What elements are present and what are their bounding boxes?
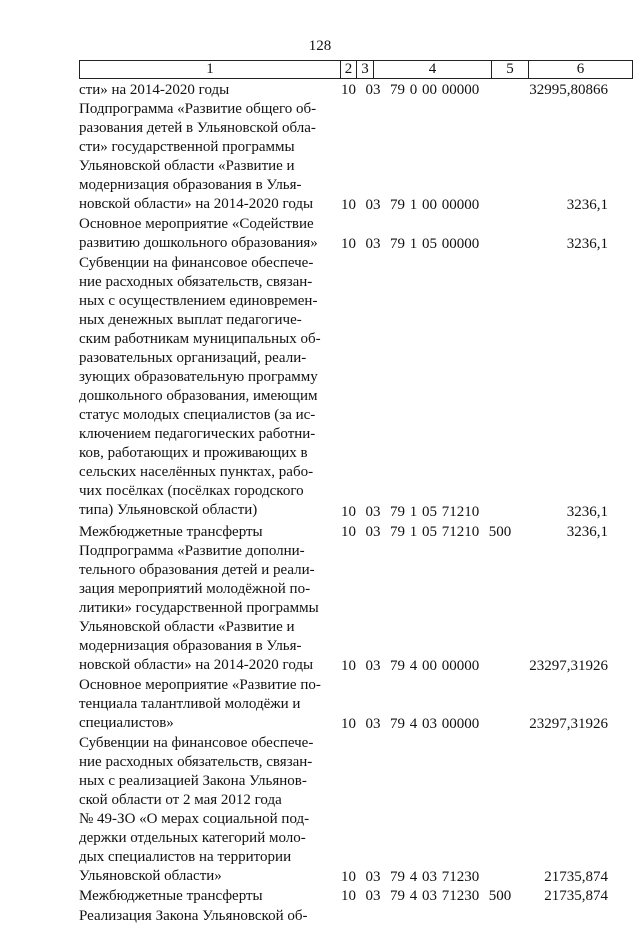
description-line: типа) Ульяновской области) — [79, 501, 258, 518]
column-header-row — [79, 60, 633, 79]
description-line: Субвенции на финансовое обеспече- — [79, 254, 314, 271]
row-description — [79, 215, 334, 253]
row-amount: 3236,1 — [566, 197, 608, 214]
description-line: Ульяновской области» — [79, 867, 222, 884]
description-line: Подпрограмма «Развитие общего об- — [79, 101, 317, 118]
description-line: сти» на 2014-2020 годы — [79, 82, 230, 98]
page-number: 128 — [308, 38, 332, 54]
description-line: держки отдельных категорий моло- — [79, 829, 306, 846]
column-header-5: 5 — [492, 61, 529, 79]
row-description — [79, 907, 334, 926]
row-classification-code: 10 03 79 1 05 00000 — [341, 235, 480, 252]
row-description — [79, 734, 334, 886]
row-description — [79, 81, 334, 100]
column-header-3: 3 — [357, 61, 374, 79]
row-description — [79, 887, 334, 906]
description-line: ных с осуществлением единовремен- — [79, 292, 318, 309]
column-header-1: 1 — [80, 61, 341, 79]
description-line: ским работникам муниципальных об- — [79, 330, 321, 347]
description-line: Ульяновской области «Развитие и — [79, 618, 295, 635]
row-classification-code: 10 03 79 1 05 71210 — [341, 504, 480, 521]
description-line: новской области» на 2014-2020 годы — [79, 196, 314, 213]
row-classification-code: 10 03 79 1 00 00000 — [341, 197, 480, 214]
row-description — [79, 100, 334, 214]
row-classification-code: 10 03 79 4 03 00000 — [341, 715, 480, 732]
description-line: ных денежных выплат педагогиче- — [79, 311, 302, 328]
description-line: ской области от 2 мая 2012 года — [79, 791, 282, 808]
description-line: сельских населённых пунктах, рабо- — [79, 463, 314, 480]
description-line: Субвенции на финансовое обеспече- — [79, 734, 314, 751]
description-line: ключением педагогических работни- — [79, 425, 316, 442]
description-line: ние расходных обязательств, связан- — [79, 273, 313, 290]
description-line: чих посёлках (посёлках городского — [79, 482, 304, 499]
description-line: специалистов» — [79, 715, 174, 732]
description-line: Реализация Закона Ульяновской об- — [79, 907, 308, 924]
column-header-2: 2 — [341, 61, 357, 79]
row-amount: 21735,874 — [544, 869, 608, 886]
description-line: Межбюджетные трансферты — [79, 523, 263, 540]
description-line: тенциала талантливой молодёжи и — [79, 696, 301, 713]
description-line: разования детей в Ульяновской обла- — [79, 120, 316, 137]
description-line: Подпрограмма «Развитие дополни- — [79, 542, 305, 559]
description-line: модернизация образования в Улья- — [79, 637, 302, 654]
row-classification-code: 10 03 79 4 03 71230 500 — [341, 888, 512, 905]
description-line: разовательных организаций, реали- — [79, 349, 307, 366]
row-amount: 3236,1 — [566, 235, 608, 252]
description-line: ков, работающих и проживающих в — [79, 444, 308, 461]
row-amount: 3236,1 — [566, 504, 608, 521]
description-line: дошкольного образования, имеющим — [79, 387, 318, 404]
row-classification-code: 10 03 79 1 05 71210 500 — [341, 523, 512, 540]
row-description — [79, 542, 334, 675]
row-amount: 23297,31926 — [529, 658, 608, 674]
description-line: № 49-ЗО «О мерах социальной под- — [79, 810, 310, 827]
row-amount: 23297,31926 — [529, 715, 608, 732]
row-classification-code: 10 03 79 0 00 00000 — [341, 82, 480, 98]
description-line: ных с реализацией Закона Ульянов- — [79, 772, 307, 789]
description-line: сти» государственной программы — [79, 139, 295, 156]
description-line: Межбюджетные трансферты — [79, 888, 263, 905]
description-line: развитию дошкольного образования» — [79, 235, 318, 252]
row-amount: 21735,874 — [544, 888, 608, 905]
description-line: Основное мероприятие «Содействие — [79, 216, 314, 233]
description-line: дых специалистов на территории — [79, 848, 292, 865]
row-description — [79, 523, 334, 542]
row-classification-code: 10 03 79 4 03 71230 — [341, 869, 480, 886]
description-line: ние расходных обязательств, связан- — [79, 753, 313, 770]
column-header-4: 4 — [374, 61, 492, 79]
description-line: зующих образовательную программу — [79, 368, 318, 385]
description-line: новской области» на 2014-2020 годы — [79, 656, 314, 673]
description-line: модернизация образования в Улья- — [79, 177, 302, 194]
row-description — [79, 254, 334, 520]
column-header-6: 6 — [529, 61, 633, 79]
description-line: зация мероприятий молодёжной по- — [79, 580, 311, 597]
row-description — [79, 676, 334, 733]
description-line: литики» государственной программы — [79, 599, 319, 616]
description-line: тельного образования детей и реали- — [79, 561, 315, 578]
description-line: статус молодых специалистов (за ис- — [79, 406, 316, 423]
row-classification-code: 10 03 79 4 00 00000 — [341, 658, 480, 674]
description-line: Основное мероприятие «Развитие по- — [79, 677, 321, 694]
row-amount: 3236,1 — [566, 523, 608, 540]
row-amount: 32995,80866 — [529, 82, 608, 98]
description-line: Ульяновской области «Развитие и — [79, 158, 295, 175]
